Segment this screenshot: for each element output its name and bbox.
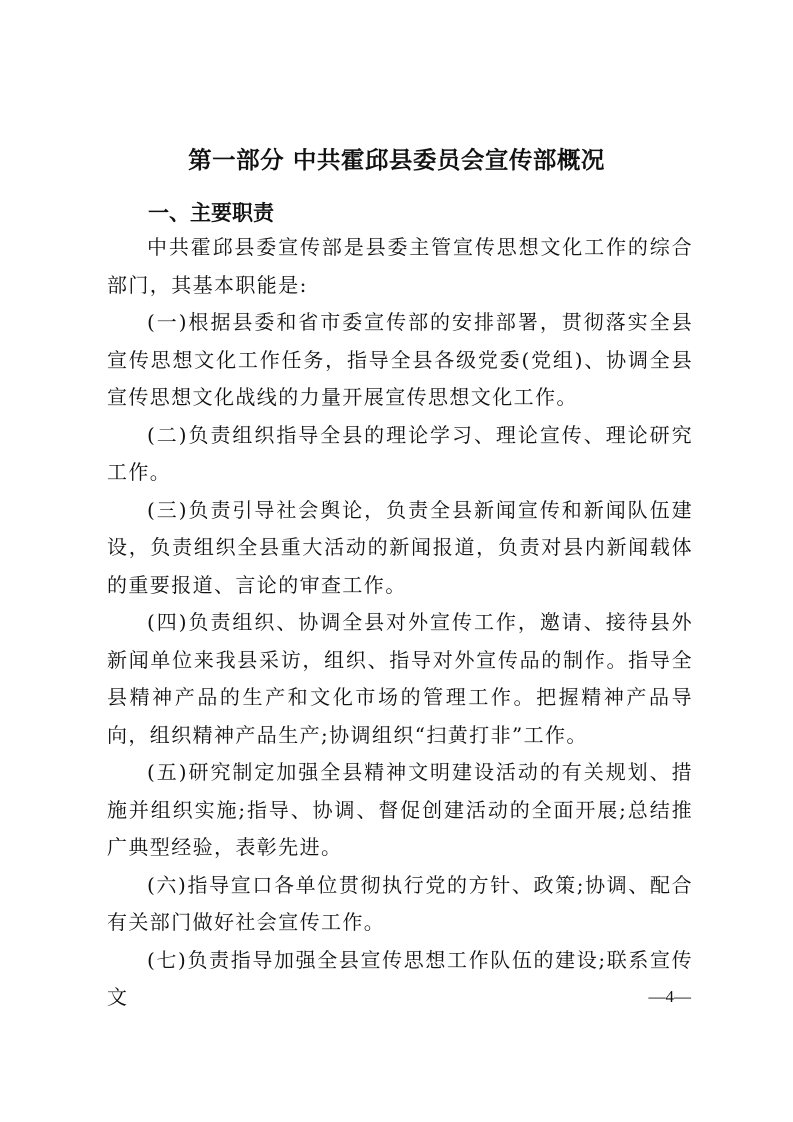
paragraph-duty-4: (四)负责组织、协调全县对外宣传工作，邀请、接待县外新闻单位来我县采访，组织、指导对外宣传品的制作。指导全县精神产品的生产和文化市场的管理工作。把握精神产品导向，组织精神产品生产;协调组织“扫黄打非”工作。: [107, 610, 693, 747]
paragraph-duty-6: (六)指导宣口各单位贯彻执行党的方针、政策;协调、配合有关部门做好社会宣传工作。: [107, 872, 693, 934]
paragraph-duty-1: (一)根据县委和省市委宣传部的安排部署，贯彻落实全县宣传思想文化工作任务，指导全县各级党委(党组)、协调全县宣传思想文化战线的力量开展宣传思想文化工作。: [107, 310, 693, 409]
paragraph-duty-7: (七)负责指导加强全县宣传思想工作队伍的建设;联系宣传文: [107, 947, 693, 1009]
paragraph-duty-2: (二)负责组织指导全县的理论学习、理论宣传、理论研究工作。: [107, 422, 693, 484]
paragraph-duty-3: (三)负责引导社会舆论，负责全县新闻宣传和新闻队伍建设，负责组织全县重大活动的新闻报道，负责对县内新闻载体的重要报道、言论的审查工作。: [107, 497, 693, 597]
page-number: —4—: [648, 987, 691, 1006]
document-body: [107, 229, 693, 1017]
paragraph-intro: 中共霍邱县委宣传部是县委主管宣传思想文化工作的综合部门，其基本职能是:: [107, 235, 693, 297]
section-heading: 一、主要职责: [148, 201, 274, 225]
paragraph-duty-5: (五)研究制定加强全县精神文明建设活动的有关规划、措施并组织实施;指导、协调、督促创建活动的全面开展;总结推广典型经验，表彰先进。: [107, 760, 693, 859]
page-title: 第一部分 中共霍邱县委员会宣传部概况: [188, 146, 605, 174]
